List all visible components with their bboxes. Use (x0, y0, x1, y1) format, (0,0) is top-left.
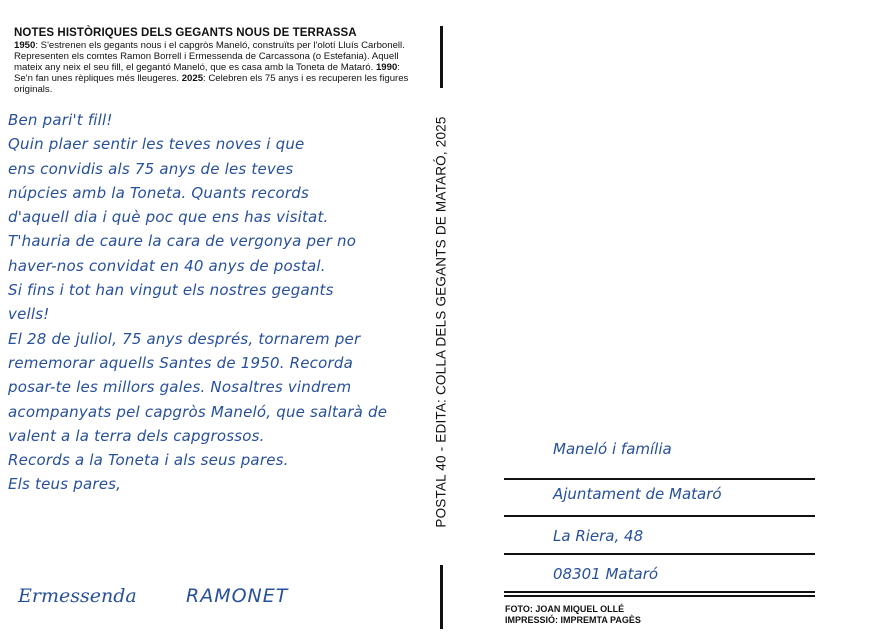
letter-line: T'hauria de caure la cara de vergonya per no (8, 232, 357, 251)
divider-bottom (440, 565, 443, 629)
notes-1990-text: : Se'n fan unes rèpliques més lleugeres. (14, 61, 400, 84)
letter-line: Records a la Toneta i als seus pares. (8, 451, 289, 470)
letter-line: Quin plaer sentir les teves noves i que (8, 135, 305, 154)
letter-line: posar-te les millors gales. Nosaltres vindrem (8, 378, 352, 397)
address-street: La Riera, 48 (553, 527, 644, 545)
letter-line: ens convidis als 75 anys de les teves (8, 159, 294, 178)
year-1950: 1950 (14, 40, 36, 51)
letter-line: haver-nos convidat en 40 anys de postal. (8, 256, 326, 275)
signature-ermessenda: Ermessenda (18, 585, 137, 607)
letter-line: Si fins i tot han vingut els nostres gegants (8, 281, 334, 300)
letter-line: Els teus pares, (8, 475, 122, 494)
address-institution: Ajuntament de Mataró (553, 485, 722, 503)
notes-1950-text: : S'estrenen els gegants nous i el capgròs Maneló, construïts per l'olotí Lluís Carbonell. Representen els comtes Ramon Borrell i Ermessenda de Carcassona (o Estefania). Aquell mateix any neix el seu fill, el gegantó Maneló, que es casa amb la Toneta de Mataró. (14, 40, 405, 73)
year-1990: 1990 (375, 61, 398, 73)
address-recipient: Maneló i família (553, 440, 672, 458)
address-rule (504, 553, 815, 555)
letter-line: d'aquell dia i què poc que ens has visitat. (8, 208, 329, 227)
print-credit: IMPRESSIÓ: IMPREMTA PAGÈS (505, 615, 641, 625)
notes-2025-text: : Celebren els 75 anys i es recuperen les figures originals. (14, 72, 409, 95)
address-rule-double (504, 591, 815, 593)
letter-line: núpcies amb la Toneta. Quants records (8, 183, 310, 202)
publisher-text: POSTAL 40 - EDITA: COLLA DELS GEGANTS DE MATARÓ, 2025 (433, 115, 449, 528)
address-city: 08301 Mataró (553, 565, 659, 583)
letter-line: Ben pari't fill! (8, 111, 113, 129)
notes-title: NOTES HISTÒRIQUES DELS GEGANTS NOUS DE TERRASSA (14, 27, 357, 39)
letter-line: vells! (8, 305, 50, 324)
letter-line: acompanyats pel capgròs Maneló, que saltarà de (8, 402, 388, 421)
letter-line: rememorar aquells Santes de 1950. Recorda (8, 353, 353, 372)
handwritten-letter (8, 108, 433, 497)
divider-top (440, 26, 443, 88)
letter-line: valent a la terra dels capgrossos. (8, 426, 265, 445)
signature-ramonet: RAMONET (186, 585, 289, 607)
credits (505, 604, 641, 626)
address-rule (504, 478, 815, 480)
publisher-vertical (421, 96, 461, 547)
address-rule (504, 515, 815, 517)
notes-body (14, 41, 418, 96)
photo-credit: FOTO: JOAN MIQUEL OLLÉ (505, 604, 625, 614)
historical-notes (14, 26, 418, 96)
letter-line: El 28 de juliol, 75 anys després, tornarem per (8, 329, 361, 348)
year-2025: 2025 (181, 72, 204, 84)
